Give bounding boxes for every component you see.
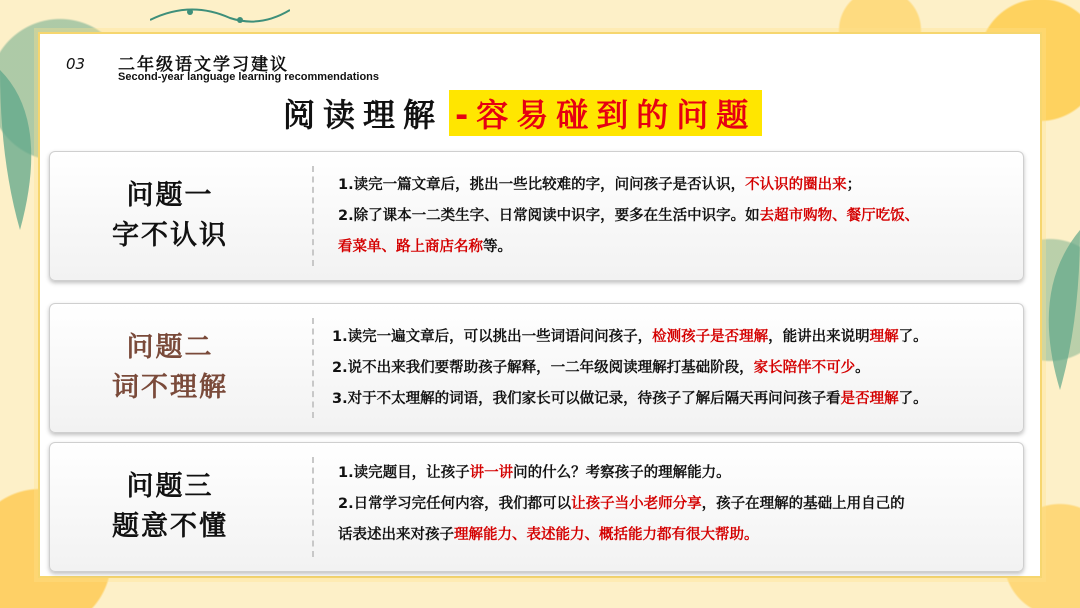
problem-label-2-line2: 词不理解 (112, 372, 228, 403)
problem-text-1 (338, 170, 1013, 263)
problem-text-3 (338, 458, 1013, 551)
problem-1-line-2 (338, 201, 1013, 232)
problem-3-line-2 (338, 489, 1013, 520)
highlight-segment: 理解能力、表述能力、概括能力都有很大帮助。 (454, 527, 759, 543)
text-segment: 2.日常学习完任何内容，我们都可以 (338, 496, 572, 512)
problem-label-2 (50, 304, 290, 432)
problem-label-3-line1: 问题三 (126, 471, 214, 502)
problem-label-1-line2: 字不认识 (112, 220, 228, 251)
text-segment: 1.读完一篇文章后，挑出一些比较难的字，问问孩子是否认识， (338, 177, 746, 193)
problem-1-line-3 (338, 232, 1013, 263)
main-title (283, 92, 762, 134)
problem-3-line-1 (338, 458, 1013, 489)
problem-label-1 (50, 152, 290, 280)
text-segment: 等。 (483, 239, 512, 255)
problem-2-line-2 (332, 353, 1013, 384)
highlight-segment: 不认识的圈出来 (745, 177, 847, 193)
text-segment: ，孩子在理解的基础上用自己的 (701, 496, 905, 512)
problem-2-line-1 (332, 322, 1013, 353)
text-segment: 2.除了课本一二类生字、日常阅读中识字，要多在生活中识字。如 (338, 208, 760, 224)
text-segment: 3.对于不太理解的词语，我们家长可以做记录，待孩子了解后隔天再问问孩子看 (332, 391, 841, 407)
problem-card-2 (49, 303, 1024, 433)
divider-dashed (312, 457, 314, 557)
text-segment: 了。 (898, 391, 928, 407)
problem-card-3 (49, 442, 1024, 572)
highlight-segment: 让孩子当小老师分享 (571, 496, 702, 512)
text-segment: ； (846, 177, 862, 193)
problem-label-3-line2: 题意不懂 (112, 511, 228, 542)
problem-card-1 (49, 151, 1024, 281)
section-title: 二年级语文学习建议 (118, 55, 289, 75)
flower-decoration-top-icon (150, 0, 290, 30)
text-segment: 。 (855, 360, 870, 376)
text-segment: 话表述出来对孩子 (338, 527, 454, 543)
text-segment: 问的什么？考察孩子的理解能力。 (513, 465, 731, 481)
text-segment: 1.读完一遍文章后，可以挑出一些词语问问孩子， (332, 329, 653, 345)
section-number: 03 (66, 55, 86, 73)
divider-dashed (312, 166, 314, 266)
highlight-segment: 家长陪伴不可少 (753, 360, 856, 376)
text-segment: ，能讲出来说明 (768, 329, 870, 345)
problem-3-line-3 (338, 520, 1013, 551)
problem-1-line-1 (338, 170, 1013, 201)
divider-dashed (312, 318, 314, 418)
highlight-segment: 讲一讲 (469, 465, 514, 481)
problem-text-2 (332, 322, 1013, 415)
main-title-part2-highlight: -容易碰到的问题 (449, 90, 762, 136)
text-segment: 了。 (898, 329, 928, 345)
problem-label-3 (50, 443, 290, 571)
text-segment: 1.读完题目，让孩子 (338, 465, 470, 481)
highlight-segment: 去超市购物、餐厅吃饭、 (759, 208, 920, 224)
problem-label-2-line1: 问题二 (126, 332, 214, 363)
main-title-part1: 阅读理解 (283, 96, 444, 134)
highlight-segment: 理解 (869, 329, 899, 345)
text-segment: 2.说不出来我们要帮助孩子解释，一二年级阅读理解打基础阶段， (332, 360, 754, 376)
problem-label-1-line1: 问题一 (126, 180, 214, 211)
highlight-segment: 是否理解 (840, 391, 899, 407)
section-subtitle: Second-year language learning recommendations (118, 71, 380, 83)
highlight-segment: 看菜单、路上商店名称 (338, 239, 483, 255)
highlight-segment: 检测孩子是否理解 (652, 329, 769, 345)
problem-2-line-3 (332, 384, 1013, 415)
